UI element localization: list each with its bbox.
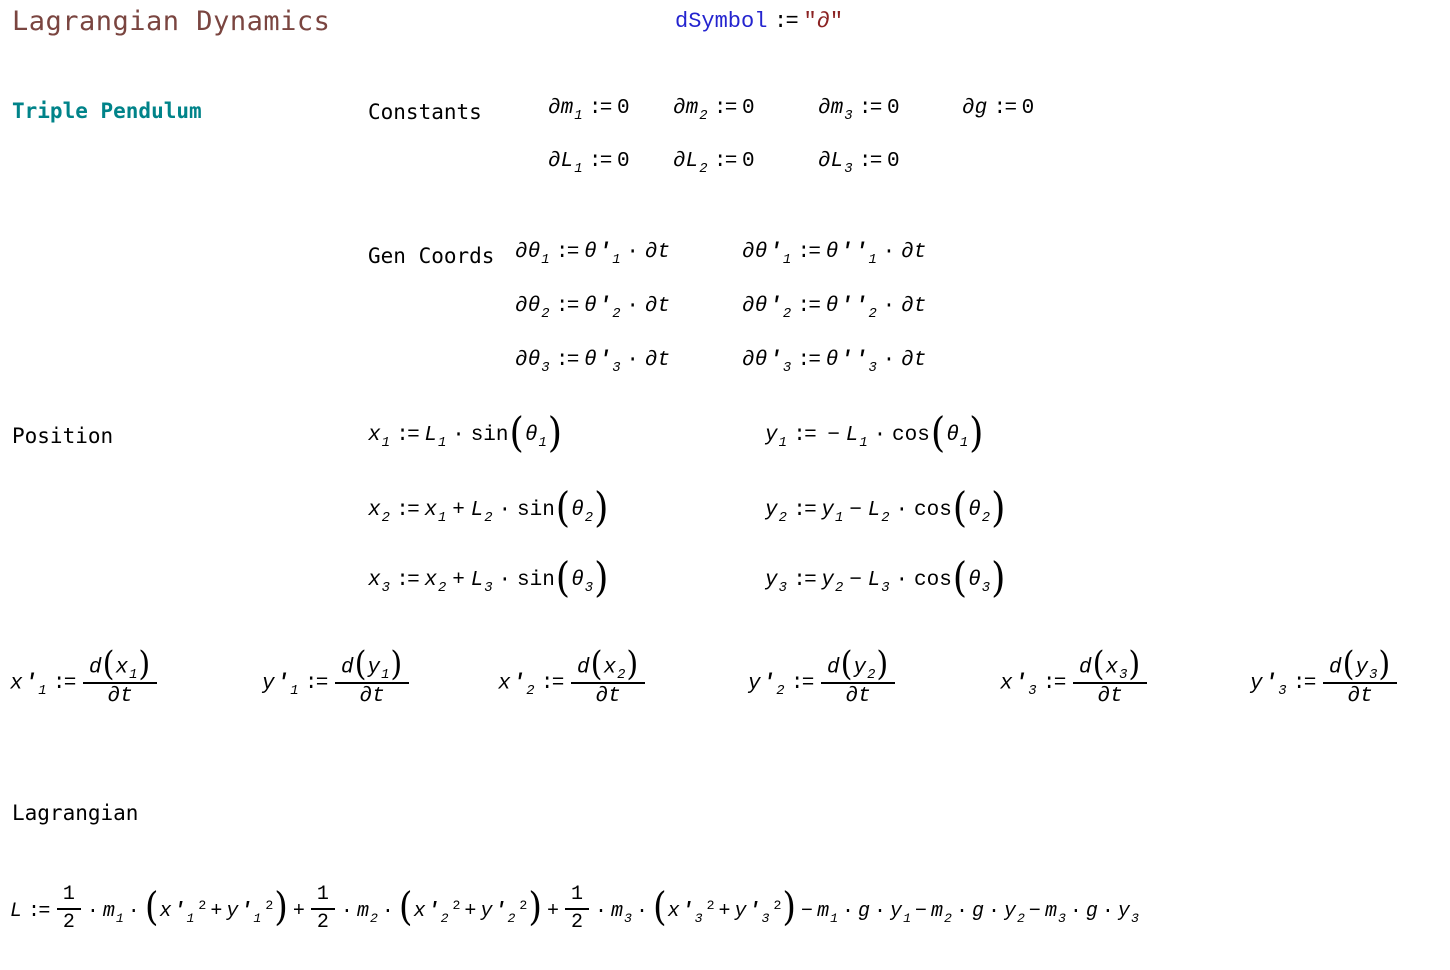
equation-y2-dot[interactable]: $y'_2$ := $\frac{d(y_2)}{\partial t}$ bbox=[748, 655, 897, 710]
equation-dtheta3[interactable]: $\partial\theta_3$ := $\theta'_3 \cdot \partial t$ bbox=[515, 349, 671, 377]
section-subtitle[interactable]: Triple Pendulum bbox=[12, 99, 202, 123]
equation-x2[interactable]: $x_2$ := $x_1 + L_2 \cdot \sin(\theta_2)$ bbox=[368, 483, 609, 532]
constants-label[interactable]: Constants bbox=[368, 100, 482, 124]
equation-x1[interactable]: $x_1$ := $L_1 \cdot \sin(\theta_1)$ bbox=[368, 408, 563, 457]
dsymbol-definition[interactable]: dSymbol := "∂" bbox=[675, 9, 844, 34]
worksheet-title[interactable]: Lagrangian Dynamics bbox=[12, 6, 331, 37]
equation-constant-L3[interactable]: $\partial L_3$ := 0 bbox=[818, 150, 900, 178]
position-label[interactable]: Position bbox=[12, 424, 114, 448]
equation-constant-m3[interactable]: $\partial m_3$ := 0 bbox=[818, 97, 900, 125]
gen-coords-label[interactable]: Gen Coords bbox=[368, 244, 495, 268]
equation-y1-dot[interactable]: $y'_1$ := $\frac{d(y_1)}{\partial t}$ bbox=[262, 655, 411, 710]
equation-constant-m2[interactable]: $\partial m_2$ := 0 bbox=[673, 97, 755, 125]
equation-dtheta3-prime[interactable]: $\partial\theta'_3$ := $\theta''_3 \cdot \partial t$ bbox=[742, 349, 927, 377]
equation-constant-L2[interactable]: $\partial L_2$ := 0 bbox=[673, 150, 755, 178]
equation-y1[interactable]: $y_1$ := − $L_1 \cdot \cos(\theta_1)$ bbox=[765, 408, 984, 457]
equation-dtheta2[interactable]: $\partial\theta_2$ := $\theta'_2 \cdot \partial t$ bbox=[515, 295, 671, 323]
equation-y3-dot[interactable]: $y'_3$ := $\frac{d(y_3)}{\partial t}$ bbox=[1250, 655, 1399, 710]
equation-constant-g[interactable]: ∂g := 0 bbox=[962, 97, 1035, 120]
equation-y3[interactable]: $y_3$ := $y_2 - L_3 \cdot \cos(\theta_3)$ bbox=[765, 553, 1006, 602]
equation-x3-dot[interactable]: $x'_3$ := $\frac{d(x_3)}{\partial t}$ bbox=[1000, 655, 1149, 710]
equation-x1-dot[interactable]: $x'_1$ := $\frac{d(x_1)}{\partial t}$ bbox=[10, 655, 159, 710]
equation-x2-dot[interactable]: $x'_2$ := $\frac{d(x_2)}{\partial t}$ bbox=[498, 655, 647, 710]
equation-constant-L1[interactable]: $\partial L_1$ := 0 bbox=[548, 150, 630, 178]
equation-dtheta1-prime[interactable]: $\partial\theta'_1$ := $\theta''_1 \cdot \partial t$ bbox=[742, 241, 927, 269]
equation-dtheta1[interactable]: $\partial\theta_1$ := $\theta'_1 \cdot \partial t$ bbox=[515, 241, 671, 269]
equation-dtheta2-prime[interactable]: $\partial\theta'_2$ := $\theta''_2 \cdot \partial t$ bbox=[742, 295, 927, 323]
equation-lagrangian[interactable]: L := $\frac{1}{2}$ · $m_1 \cdot (x$ '$_1^2 + y$ '$_1^2$) + $\frac{1}{2}$ · $m_2 \cdot (x$ '$_2^2 + y$ '$_2^2$) + $\frac{1}{2}$ · $m_3 \cdot (x$ '$_3^2 + y$ '$_3^2) - m_1 \cdot g \cdot y_1 - m_2 \cdot g \cdot y_2 - m_3 \cdot g \cdot y_3$ bbox=[10, 883, 1139, 934]
equation-constant-m1[interactable]: $\partial m_1$ := 0 bbox=[548, 97, 630, 125]
lagrangian-label[interactable]: Lagrangian bbox=[12, 801, 139, 825]
equation-y2[interactable]: $y_2$ := $y_1 - L_2 \cdot \cos(\theta_2)$ bbox=[765, 483, 1006, 532]
equation-x3[interactable]: $x_3$ := $x_2 + L_3 \cdot \sin(\theta_3)$ bbox=[368, 553, 609, 602]
